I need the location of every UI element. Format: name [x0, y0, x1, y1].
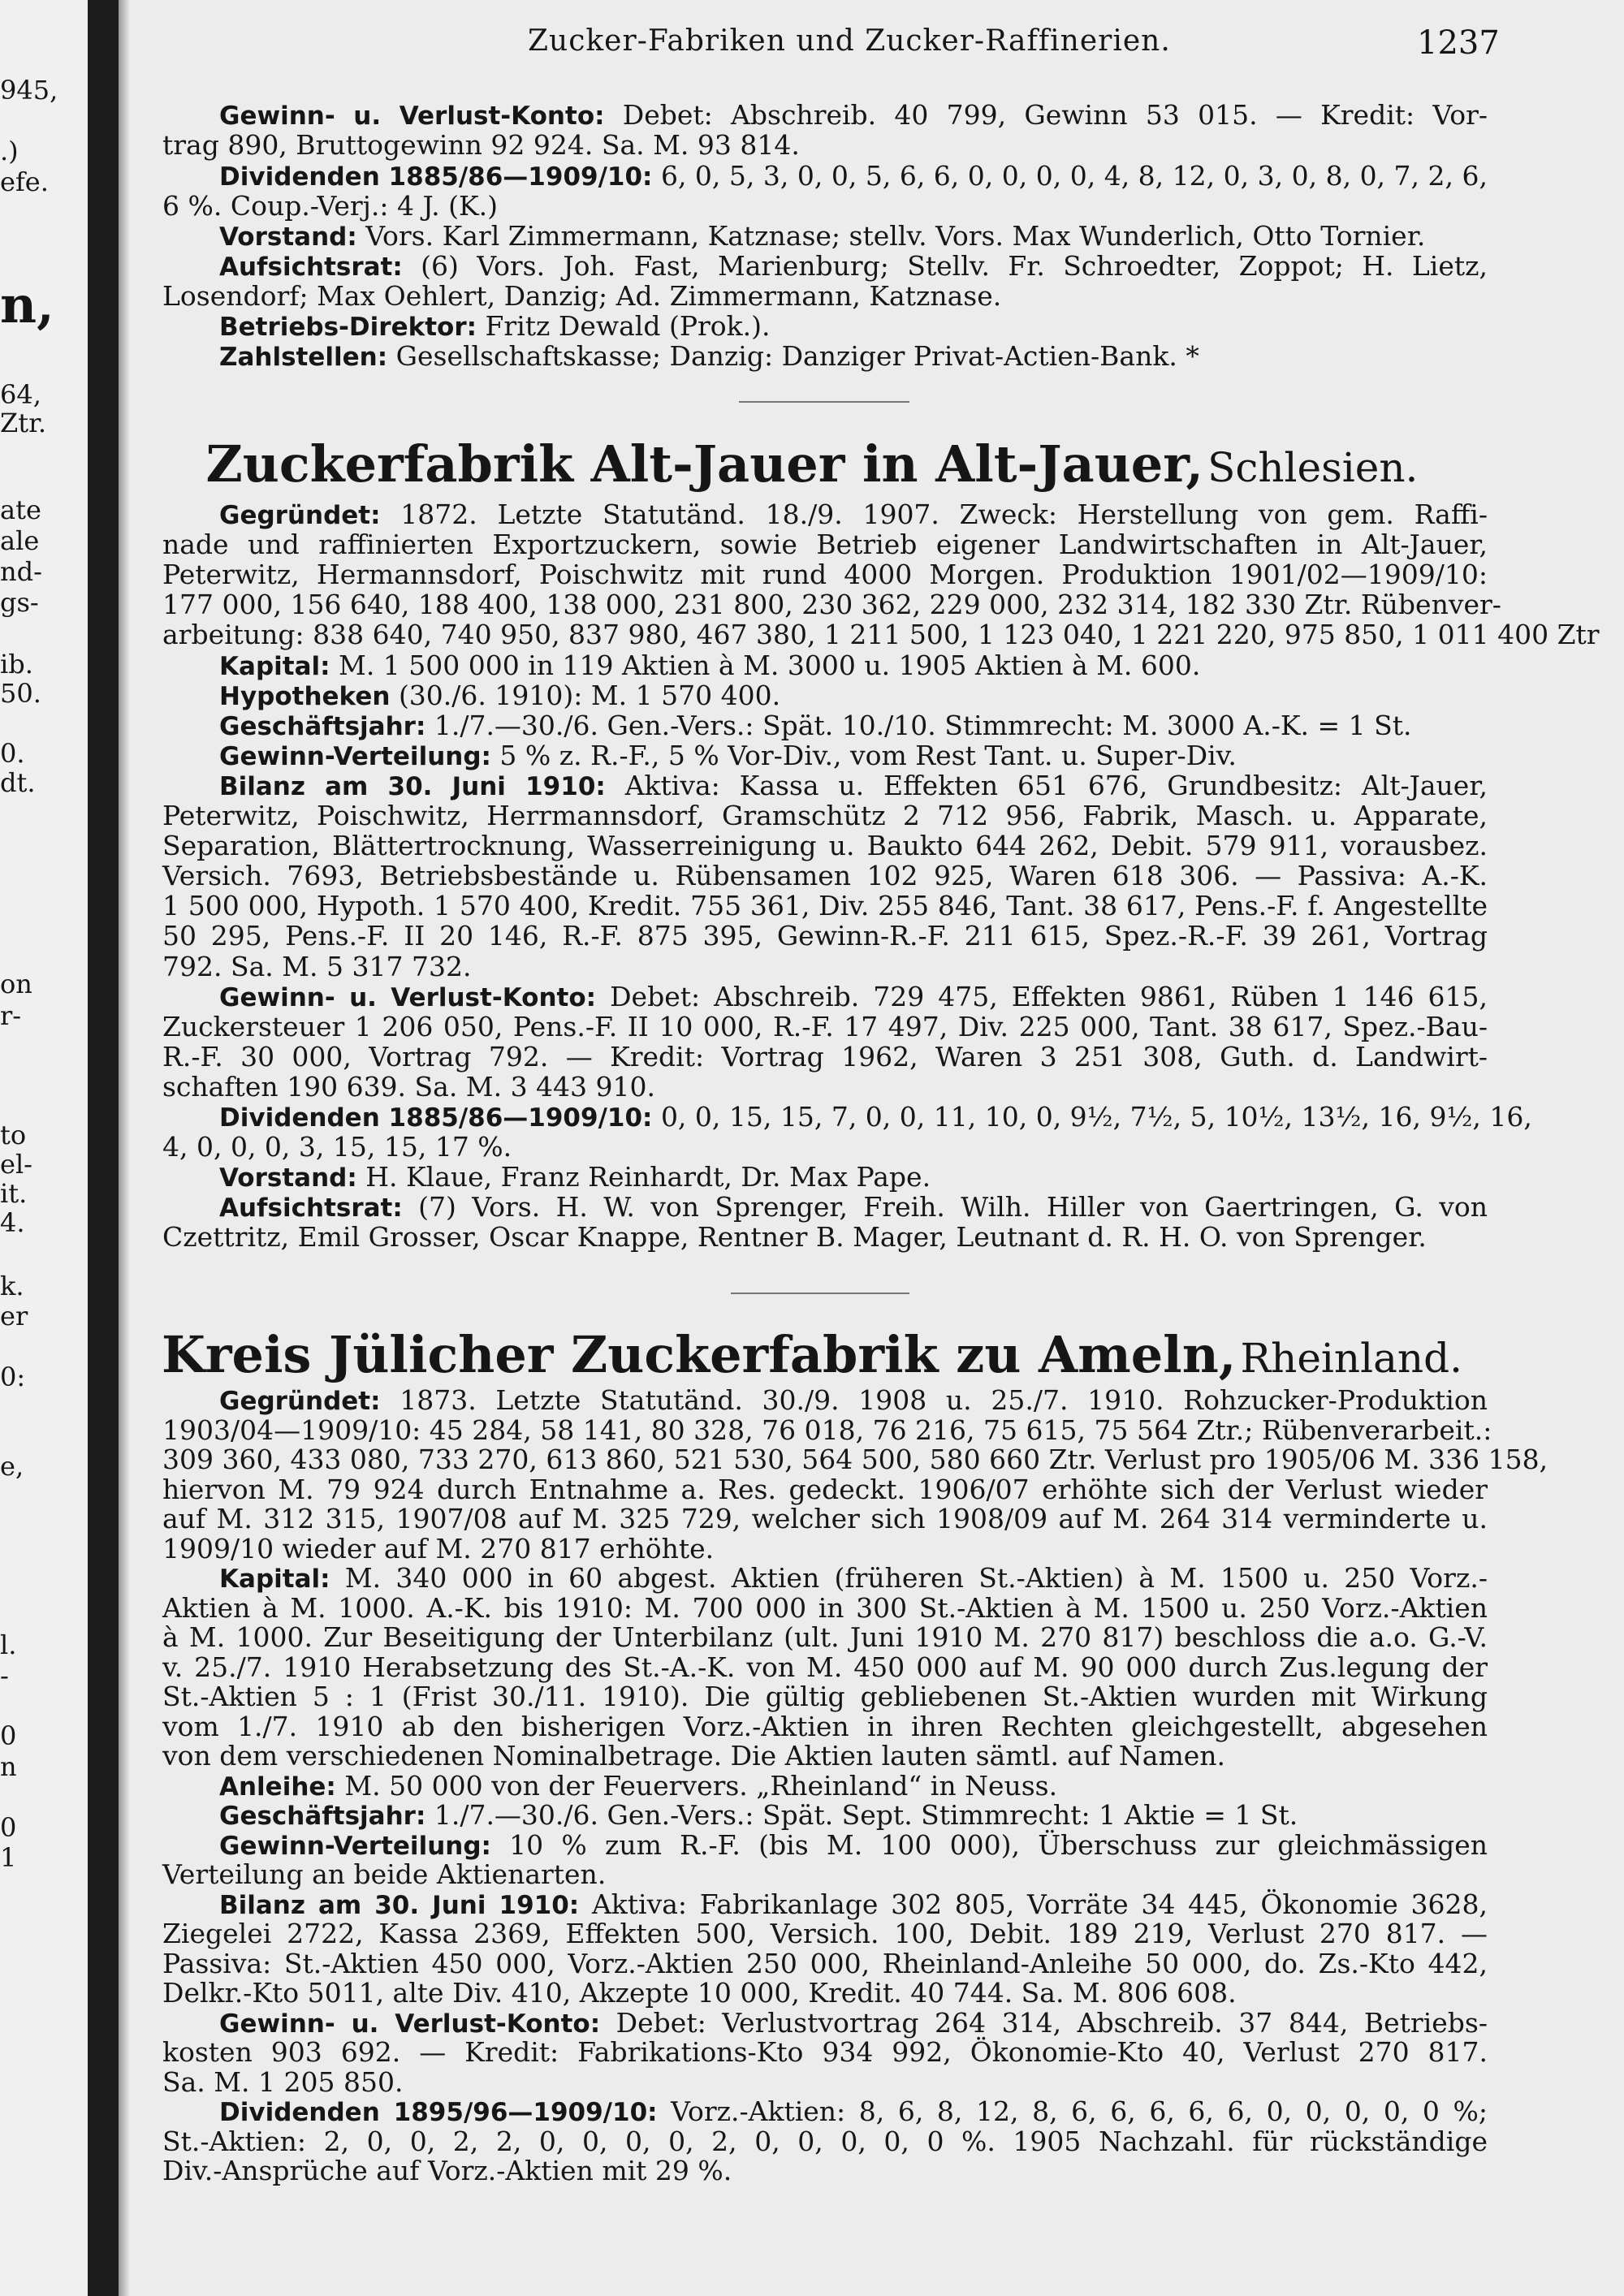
- text-line: [162, 559, 1488, 591]
- field-text: Zuckersteuer 1 206 050, Pens.-F. II 10 000, R.-F. 17 497, Div. 225 000, Tant. 38 617, Spez.-Bau-: [162, 1010, 1488, 1042]
- text-line: [162, 830, 1488, 862]
- field-text: Delkr.-Kto 5011, alte Div. 410, Akzepte 10 000, Kredit. 40 744. Sa. M. 806 608.: [162, 1977, 1237, 2009]
- field-text: St.-Aktien 5 : 1 (Frist 30./11. 1910). Die gültig gebliebenen St.-Aktien wurden mit Wirkung: [162, 1681, 1488, 1712]
- field-text: 1903/04—1909/10: 45 284, 58 141, 80 328, 76 018, 76 216, 75 615, 75 564 Ztr.; Rübenverarbeit.:: [162, 1413, 1492, 1446]
- field-label: Gewinn- u. Verlust-Konto:: [219, 982, 597, 1012]
- text-line: [162, 1977, 1488, 2009]
- text-line: [162, 1131, 1488, 1163]
- field-label: Anleihe:: [219, 1772, 336, 1802]
- field-text: nade und raffinierten Exportzuckern, sowie Betrieb eigener Landwirtschaften in Alt-Jauer,: [162, 529, 1488, 561]
- field-text: Separation, Blättertrocknung, Wasserreinigung u. Baukto 644 262, Debit. 579 911, vorausbez.: [162, 830, 1488, 862]
- text-line: [162, 529, 1488, 561]
- company-name: Kreis Jülicher Zuckerfabrik zu Ameln,: [161, 1325, 1237, 1384]
- margin-fragment: el-: [0, 1149, 32, 1180]
- field-text: v. 25./7. 1910 Herabsetzung des St.-A.-K. von M. 450 000 auf M. 90 000 durch Zus.legung der: [162, 1651, 1488, 1683]
- text-line: [219, 739, 1488, 771]
- margin-fragment: n,: [0, 275, 54, 334]
- text-line: [219, 2095, 1488, 2127]
- field-label: Dividenden 1885/86—1909/10:: [219, 162, 653, 192]
- field-label: Kapital:: [219, 651, 330, 681]
- field-text: vom 1./7. 1910 ab den bisherigen Vorz.-Aktien in ihren Rechten gleichgestellt, abgesehen: [162, 1710, 1488, 1742]
- text-line: [219, 2006, 1488, 2039]
- field-label: Hypotheken: [219, 681, 391, 711]
- field-label: Gewinn- u. Verlust-Konto:: [219, 101, 605, 131]
- field-text: 1909/10 wieder auf M. 270 817 erhöhte.: [162, 1532, 715, 1564]
- text-line: [219, 310, 1488, 342]
- text-line: [219, 769, 1488, 801]
- running-head: Zucker-Fabriken und Zucker-Raffinerien.: [528, 24, 1171, 58]
- text-line: [162, 1444, 1548, 1475]
- margin-fragment: 0: [0, 1720, 17, 1751]
- field-text: Debet: Abschreib. 40 799, Gewinn 53 015. — Kredit: Vor-: [622, 99, 1488, 131]
- field-text: Gesellschaftskasse; Danzig: Danziger Privat-Actien-Bank. *: [395, 340, 1199, 372]
- text-line: 6 %. Coup.-Verj.: 4 J. (K.): [162, 190, 499, 222]
- field-text: (7) Vors. H. W. von Sprenger, Freih. Wilh. Hiller von Gaertringen, G. von: [418, 1191, 1488, 1224]
- text-line: [219, 1384, 1488, 1416]
- field-text: 50 295, Pens.-F. II 20 146, R.-F. 875 395, Gewinn-R.-F. 211 615, Spez.-R.-F. 39 261, Vortrag: [162, 920, 1488, 952]
- margin-fragment: to: [0, 1120, 27, 1150]
- margin-fragment: 64,: [0, 379, 41, 410]
- margin-fragment: l.: [0, 1629, 17, 1660]
- text-line: [162, 1070, 1488, 1103]
- text-line: [162, 1947, 1488, 1979]
- field-text: 1873. Letzte Statutänd. 30./9. 1908 u. 25./7. 1910. Rohzucker-Produktion: [400, 1384, 1488, 1416]
- field-text: hiervon M. 79 924 durch Entnahme a. Res. gedeckt. 1906/07 erhöhte sich der Verlust wieder: [162, 1473, 1488, 1505]
- field-text: à M. 1000. Zur Beseitigung der Unterbilanz (ult. Juni 1910 M. 270 817) beschloss die a.o. G.-V.: [162, 1621, 1488, 1653]
- text-line: [219, 1799, 1488, 1831]
- field-text: Vors. Karl Zimmermann, Katznase; stellv. Vors. Max Wunderlich, Otto Tornier.: [365, 220, 1426, 252]
- text-line: [219, 1769, 1488, 1802]
- margin-fragment: ib.: [0, 649, 33, 680]
- margin-fragment: e,: [0, 1451, 24, 1482]
- field-label: Vorstand:: [219, 222, 357, 252]
- text-line: [162, 619, 1600, 651]
- text-line: [162, 1710, 1488, 1742]
- text-line: [162, 1740, 1488, 1772]
- margin-fragment: Ztr.: [0, 408, 47, 438]
- field-text: Sa. M. 1 205 850.: [162, 2065, 404, 2098]
- field-text: H. Klaue, Franz Reinhardt, Dr. Max Pape.: [365, 1161, 931, 1193]
- margin-fragment: ate: [0, 494, 41, 525]
- text-line: [219, 162, 1488, 190]
- margin-fragment: 945,: [0, 75, 58, 106]
- field-text: 4, 0, 0, 0, 3, 15, 15, 17 %.: [162, 1131, 512, 1163]
- company-heading: [0, 434, 1624, 494]
- field-label: Gegründet:: [219, 501, 381, 530]
- field-text: 1872. Letzte Statutänd. 18./9. 1907. Zweck: Herstellung von gem. Raffi-: [400, 498, 1488, 530]
- text-line: [162, 1591, 1488, 1624]
- company-region: Rheinland.: [1240, 1335, 1463, 1382]
- field-text: Versich. 7693, Betriebsbestände u. Rübensamen 102 925, Waren 618 306. — Passiva: A.-K.: [162, 860, 1488, 892]
- text-line: [219, 1101, 1532, 1133]
- text-line: [162, 1221, 1488, 1254]
- field-label: Aufsichtsrat:: [219, 252, 403, 282]
- text-line: [219, 101, 1488, 129]
- field-label: Kapital:: [219, 1564, 330, 1594]
- field-text: 309 360, 433 080, 733 270, 613 860, 521 530, 564 500, 580 660 Ztr. Verlust pro 1905/06 M. 336 158,: [162, 1444, 1548, 1475]
- gutter-shadow: [119, 0, 130, 2296]
- text-line: [219, 709, 1488, 741]
- field-text: schaften 190 639. Sa. M. 3 443 910.: [162, 1070, 656, 1103]
- text-line: [162, 1040, 1488, 1072]
- field-text: 0, 0, 15, 15, 7, 0, 0, 11, 10, 0, 9½, 7½, 5, 10½, 13½, 16, 9½, 16,: [660, 1101, 1532, 1133]
- text-line: [162, 1413, 1492, 1446]
- text-line: [162, 2036, 1488, 2068]
- field-text: arbeitung: 838 640, 740 950, 837 980, 467 380, 1 211 500, 1 123 040, 1 221 220, 975 850, 1 011 400 Ztr: [162, 619, 1600, 651]
- margin-fragment: -: [0, 1660, 9, 1691]
- company-name: Zuckerfabrik Alt-Jauer in Alt-Jauer,: [205, 434, 1203, 494]
- field-label: Aufsichtsrat:: [219, 1193, 403, 1224]
- field-label: Bilanz am 30. Juni 1910:: [219, 771, 606, 801]
- section-divider: [739, 401, 909, 403]
- field-text: Debet: Verlustvortrag 264 314, Abschreib. 37 844, Betriebs-: [615, 2006, 1488, 2039]
- margin-fragment: 0: [0, 1812, 17, 1843]
- margin-fragment: 0:: [0, 1362, 26, 1392]
- margin-fragment: r-: [0, 1000, 22, 1031]
- field-label: Bilanz am 30. Juni 1910:: [219, 1890, 580, 1920]
- text-line: [162, 950, 1488, 982]
- text-line: [219, 1564, 1488, 1592]
- field-label: Geschäftsjahr:: [219, 1802, 426, 1831]
- field-text: 792. Sa. M. 5 317 732.: [162, 950, 472, 982]
- field-text: M. 340 000 in 60 abgest. Aktien (früheren St.-Aktien) à M. 1500 u. 250 Vorz.-: [344, 1562, 1488, 1594]
- text-line: Losendorf; Max Oehlert, Danzig; Ad. Zimmermann, Katznase.: [162, 280, 1002, 312]
- margin-fragment: .): [0, 136, 19, 166]
- field-text: kosten 903 692. — Kredit: Fabrikations-Kto 934 992, Ökonomie-Kto 40, Verlust 270 817.: [162, 2036, 1488, 2068]
- field-text: Aktiva: Kassa u. Effekten 651 676, Grundbesitz: Alt-Jauer,: [624, 769, 1488, 801]
- text-line: [162, 2157, 1488, 2184]
- margin-fragment: 0.: [0, 738, 25, 769]
- field-text: Debet: Abschreib. 729 475, Effekten 9861, Rüben 1 146 615,: [610, 980, 1488, 1012]
- text-line: [219, 980, 1488, 1012]
- margin-fragment: ale: [0, 525, 40, 556]
- text-line: [219, 498, 1488, 530]
- field-text: Peterwitz, Poischwitz, Herrmannsdorf, Gramschütz 2 712 956, Fabrik, Masch. u. Apparate,: [162, 800, 1488, 831]
- field-text: Aktien à M. 1000. A.-K. bis 1910: M. 700 000 in 300 St.-Aktien à M. 1500 u. 250 Vorz.-Aktien: [162, 1591, 1488, 1624]
- text-line: [162, 1010, 1488, 1042]
- text-line: [219, 340, 1488, 372]
- field-label: Betriebs-Direktor:: [219, 313, 477, 342]
- text-line: [219, 1888, 1488, 1920]
- margin-fragment: k.: [0, 1271, 24, 1301]
- field-label: Vorstand:: [219, 1163, 357, 1193]
- field-text: Passiva: St.-Aktien 450 000, Vorz.-Aktien 250 000, Rheinland-Anleihe 50 000, do. Zs.-Kto 442,: [162, 1947, 1488, 1979]
- field-label: Gewinn-Verteilung:: [219, 741, 491, 771]
- text-line: [219, 679, 1488, 711]
- margin-fragment: nd-: [0, 556, 42, 587]
- field-label: Gewinn-Verteilung:: [219, 1831, 491, 1861]
- margin-fragment: er: [0, 1301, 28, 1331]
- field-text: Fritz Dewald (Prok.).: [485, 310, 771, 342]
- field-text: (30./6. 1910): M. 1 570 400.: [398, 679, 781, 711]
- field-text: R.-F. 30 000, Vortrag 792. — Kredit: Vortrag 1962, Waren 3 251 308, Guth. d. Landwirt-: [162, 1040, 1488, 1072]
- field-text: Verteilung an beide Aktienarten.: [162, 1858, 607, 1890]
- text-line: [162, 1621, 1488, 1653]
- text-line: [219, 1191, 1488, 1224]
- text-line: [162, 1858, 1488, 1890]
- field-text: 1./7.—30./6. Gen.-Vers.: Spät. 10./10. Stimmrecht: M. 3000 A.-K. = 1 St.: [434, 709, 1412, 741]
- field-text: Ziegelei 2722, Kassa 2369, Effekten 500, Versich. 100, Debit. 189 219, Verlust 270 817. —: [162, 1918, 1488, 1949]
- text-line: [162, 1532, 1488, 1564]
- field-text: (6) Vors. Joh. Fast, Marienburg; Stellv. Fr. Schroedter, Zoppot; H. Lietz,: [421, 250, 1488, 282]
- text-line: [162, 860, 1488, 892]
- text-line: [219, 252, 1488, 280]
- field-text: auf M. 312 315, 1907/08 auf M. 325 729, welcher sich 1908/09 auf M. 264 314 verminderte u.: [162, 1503, 1488, 1534]
- field-text: M. 50 000 von der Feuervers. „Rheinland“ in Neuss.: [344, 1769, 1058, 1802]
- field-text: 5 % z. R.-F., 5 % Vor-Div., vom Rest Tant. u. Super-Div.: [499, 739, 1237, 771]
- field-text: 1 500 000, Hypoth. 1 570 400, Kredit. 755 361, Div. 255 846, Tant. 38 617, Pens.-F. f. Angestellte: [162, 890, 1488, 922]
- binding-gutter: [88, 0, 119, 2296]
- field-text: Czettritz, Emil Grosser, Oscar Knappe, Rentner B. Mager, Leutnant d. R. H. O. von Sprenger.: [162, 1221, 1427, 1254]
- text-line: [162, 589, 1501, 621]
- margin-fragment: on: [0, 969, 32, 999]
- text-line: [162, 1505, 1488, 1532]
- text-line: [162, 1920, 1488, 1947]
- text-line: [162, 1473, 1488, 1505]
- margin-fragment: 4.: [0, 1207, 25, 1238]
- text-line: [162, 1651, 1488, 1683]
- text-line: [219, 649, 1488, 681]
- field-text: 6, 0, 5, 3, 0, 0, 5, 6, 6, 0, 0, 0, 0, 4, 8, 12, 0, 3, 0, 8, 0, 7, 2, 6,: [660, 160, 1488, 192]
- company-heading: [0, 1325, 1624, 1384]
- margin-fragment: gs-: [0, 587, 39, 618]
- field-text: St.-Aktien: 2, 0, 0, 2, 2, 0, 0, 0, 0, 2, 0, 0, 0, 0, 0 %. 1905 Nachzahl. für rückständige: [162, 2125, 1488, 2157]
- text-line: trag 890, Bruttogewinn 92 924. Sa. M. 93 814.: [162, 129, 800, 161]
- page-number: 1237: [1417, 24, 1500, 62]
- company-region: Schlesien.: [1207, 444, 1419, 491]
- field-text: Aktiva: Fabrikanlage 302 805, Vorräte 34 445, Ökonomie 3628,: [591, 1888, 1488, 1920]
- text-line: [162, 2065, 1488, 2098]
- field-text: 177 000, 156 640, 188 400, 138 000, 231 800, 230 362, 229 000, 232 314, 182 330 Ztr. Rübenver-: [162, 589, 1501, 621]
- margin-fragment: dt.: [0, 767, 36, 798]
- margin-fragment: 50.: [0, 678, 41, 709]
- field-text: M. 1 500 000 in 119 Aktien à M. 3000 u. 1905 Aktien à M. 600.: [339, 649, 1201, 681]
- field-label: Geschäftsjahr:: [219, 711, 426, 741]
- text-line: [219, 222, 1488, 250]
- field-text: 1./7.—30./6. Gen.-Vers.: Spät. Sept. Stimmrecht: 1 Aktie = 1 St.: [434, 1799, 1298, 1831]
- section-divider: [731, 1293, 909, 1294]
- text-line: [162, 1683, 1488, 1710]
- field-text: Div.-Ansprüche auf Vorz.-Aktien mit 29 %.: [162, 2155, 732, 2186]
- margin-fragment: it.: [0, 1178, 28, 1209]
- field-text: 10 % zum R.-F. (bis M. 100 000), Überschuss zur gleichmässigen: [509, 1828, 1488, 1861]
- field-text: von dem verschiedenen Nominalbetrage. Die Aktien lauten sämtl. auf Namen.: [162, 1740, 1226, 1772]
- text-line: [162, 2125, 1488, 2157]
- text-line: [162, 802, 1488, 829]
- text-line: [162, 920, 1488, 952]
- text-line: [219, 1163, 1488, 1191]
- field-label: Gewinn- u. Verlust-Konto:: [219, 2009, 601, 2039]
- field-label: Dividenden 1885/86—1909/10:: [219, 1103, 653, 1133]
- field-label: Gegründet:: [219, 1387, 381, 1416]
- text-line: [162, 890, 1488, 922]
- field-label: Dividenden 1895/96—1909/10:: [219, 2098, 658, 2127]
- margin-fragment: 1: [0, 1842, 17, 1873]
- text-line: [219, 1828, 1488, 1861]
- margin-fragment: efe.: [0, 166, 49, 197]
- field-label: Zahlstellen:: [219, 343, 388, 372]
- facing-page-strip: [0, 0, 88, 2296]
- field-text: Vorz.-Aktien: 8, 6, 8, 12, 8, 6, 6, 6, 6, 6, 0, 0, 0, 0, 0 %;: [671, 2095, 1488, 2127]
- margin-fragment: n: [0, 1751, 17, 1782]
- field-text: Peterwitz, Hermannsdorf, Poischwitz mit rund 4000 Morgen. Produktion 1901/02—1909/10:: [162, 559, 1488, 591]
